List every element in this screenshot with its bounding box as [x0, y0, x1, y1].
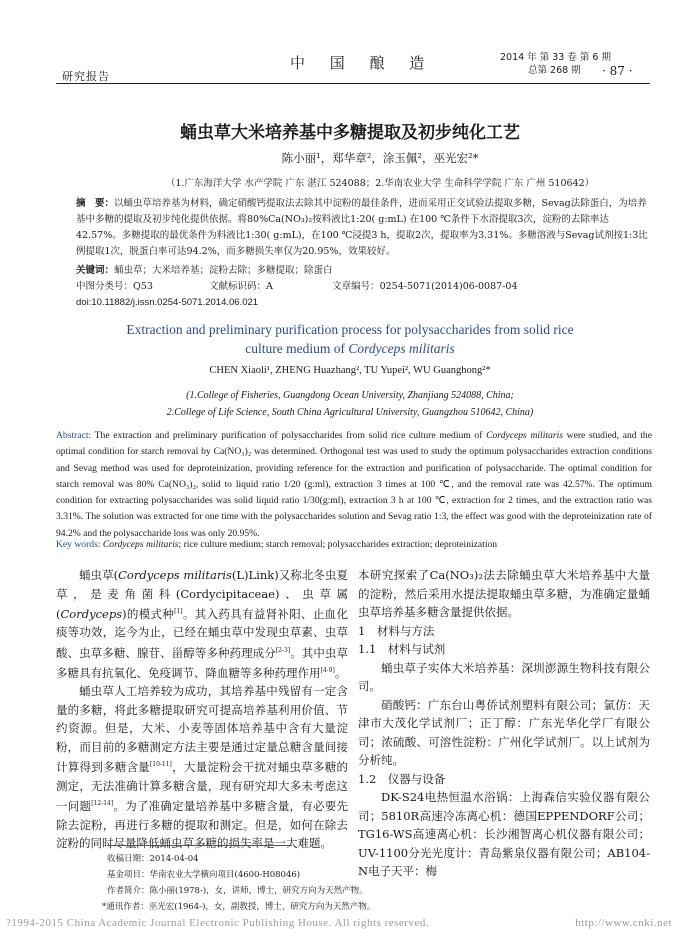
copyright-text: ?1994-2015 China Academic Journal Electronic Publishing House. All rights reserved.: [6, 917, 430, 929]
title-english-line-2-text: culture medium of: [245, 341, 349, 356]
citation: [10-11]: [149, 761, 172, 769]
species-name: Cordyceps militaris: [118, 568, 232, 582]
journal-name: 中 国 酿 造: [290, 54, 435, 72]
abstract-english: [56, 428, 652, 542]
citation: [1]: [174, 608, 183, 615]
title-english: [100, 320, 600, 358]
abstract-english-species: Cordyceps militaris: [486, 430, 563, 441]
citation: [4-9]: [320, 667, 335, 675]
abstract-label: 摘 要：: [76, 198, 115, 209]
body-column-right: [358, 566, 650, 881]
keywords-english-species: Cordyceps militaris: [100, 539, 179, 550]
section-heading: 1 材料与方法: [358, 623, 435, 638]
body-paragraph: [56, 682, 348, 852]
keywords-label: 关键词：: [76, 265, 115, 276]
body-paragraph: DK-S24电热恒温水浴锅：上海森信实验仪器有限公司；5810R高速冷冻离心机：德国EPPENDORF公司；TG16-WS高速离心机：长沙湘智离心机仪器有限公司；UV-1100分光光度计：青岛紫泉仪器有限公司；AB104-N电子天平：梅: [358, 790, 650, 878]
issue-line-2: 总第 268 期: [528, 65, 581, 76]
affiliation-english-2: 2.College of Life Science, South China Agricultural University, Guangzhou 510642, China): [166, 407, 534, 418]
article-number: 文章编号：0254-5071(2014)06-0087-04: [332, 281, 518, 292]
abstract-chinese: [76, 196, 650, 260]
body-paragraph: [56, 566, 348, 682]
footnote-received: 收稿日期：2014-04-04: [107, 854, 199, 864]
text-run: ，大量淀粉会干扰对蛹虫草多糖的测定，无法准确计算多糖含量，现有研究却大多未考虑这一问题: [56, 760, 349, 814]
section-label: 研究报告: [62, 70, 110, 83]
footnote-rule: [107, 845, 292, 846]
authors-english: CHEN Xiaoli¹, ZHENG Huazhang², TU Yupei², WU Guanghong²*: [209, 365, 491, 376]
text-run: 。: [334, 665, 347, 680]
abstract-english-text-1: The extraction and preliminary purification of polysaccharides from solid rice culture medium of: [91, 430, 487, 441]
text-run: 。其中虫草多糖具有抗氧化、免疫调节、降血糖等多种药理作用: [56, 645, 349, 680]
abstract-text: 以蛹虫草培养基为材料，确定硝酸钙提取法去除其中淀粉的最佳条件，进而采用正交试验法提取多糖，Sevag法除蛋白，为培养基中多糖的提取及初步纯化提供依据。将80%Ca(NO₃)₂按料液比1:20( g:mL) 在100 ℃条件下水浴提取3次，淀粉的去除率达42.57%。多糖提取的最优条件为料液比1:30( g:mL)，在100 ℃浸提3 h，提取2次，提取率为3.31%。多糖溶液与Sevag试剂按1:3比例提取1次，脱蛋白率可达94.2%，而多糖损失率仅为20.95%，效果较好。: [76, 198, 648, 257]
subsection-heading: 1.1 材料与试剂: [358, 642, 446, 656]
title-english-line-1: Extraction and preliminary purification process for polysaccharides from solid rice: [126, 322, 574, 337]
genus-name: Cordyceps: [60, 606, 123, 621]
footnote-corresponding: *通讯作者：巫光宏(1964-)，女，副教授，博士，研究方向为天然产物。: [102, 902, 376, 912]
authors-chinese: 陈小丽¹，郑华章²，涂玉佩²，巫光宏²*: [281, 151, 479, 165]
body-paragraph: 本研究探索了Ca(NO₃)₂法去除蛹虫草大米培养基中大量的淀粉，然后采用水提法提取蛹虫草多糖，为准确定量蛹虫草培养基多糖含量提供依据。: [358, 568, 650, 619]
keywords-english-text: ; rice culture medium; starch removal; polysaccharides extraction; deproteinization: [178, 539, 498, 550]
text-run: 蛹虫草人工培养较为成功，其培养基中残留有一定含量的多糖，将此多糖提取研究可提高培养基利用价值、节约资源。但是，大米、小麦等固体培养基中含有大量淀粉，而目前的多糖测定方法主要是通过定量总糖含量间接计算得到多糖含量: [56, 684, 348, 775]
issue-line-1: 2014 年 第 33 卷 第 6 期: [500, 52, 611, 63]
keywords-chinese: [76, 263, 650, 279]
footnote-author: 作者简介：陈小丽(1978-)，女，讲师，博士，研究方向为天然产物。: [107, 886, 368, 896]
abstract-english-text-2: were studied, and the optimal condition for starch removal by Ca(NO₃)₂ was determined. Orthogonal test was used to study the optimum polysaccharides extraction conditions and Sevag method was used for deproteinization, providing reference for the extraction and purification of polysaccharide. The optimal condition for starch removal was 80% Ca(NO₃)₂, solid to liquid ratio 1/20 (g:ml), extraction 3 times at 100 ℃, and the removal rate was 42.57%. The optimum condition for extracting polysaccharides was solid liquid ratio 1/30(g:ml), extraction 3 h at 100 ℃, extraction for 2 times, and the extraction ratio was 3.31%. The solution was extracted for one time with the polysaccharides solution and Sevag ratio 1:3, the effect was good with the deproteinization rate of 94.2% and the polysaccharide loss was only 20.95%.: [56, 430, 652, 539]
body-paragraph: 硝酸钙：广东台山粤侨试剂塑料有限公司；氯仿：天津市大茂化学试剂厂；正丁醇：广东光华化学厂有限公司；浓硫酸、可溶性淀粉：广州化学试剂厂。以上试剂为分析纯。: [358, 697, 650, 767]
copyright-watermark: [6, 917, 696, 929]
affiliation-english-1: (1.College of Fisheries, Guangdong Ocean University, Zhanjiang 524088, China;: [186, 390, 514, 401]
affiliation-english: [0, 387, 700, 421]
citation: [2-3]: [275, 646, 291, 654]
doi: doi:10.11882/j.issn.0254-5071.2014.06.021: [76, 297, 259, 308]
keywords-english-label: Key words:: [56, 539, 101, 550]
affiliation-chinese: （1.广东海洋大学 水产学院 广东 湛江 524088；2.华南农业大学 生命科学学院 广东 广州 510642）: [165, 178, 595, 189]
text-run: )的模式种: [122, 606, 175, 621]
footnotes: [102, 851, 507, 915]
abstract-english-label: Abstract:: [56, 430, 92, 441]
text-run: 。其入药具有益肾补阳、止血化痰等功效，迄今为止，已经在蛹虫草中发现虫草素、虫草酸、虫草多糖、腺苷、甾醇等多种药理成分: [56, 606, 348, 660]
title-chinese: 蛹虫草大米培养基中多糖提取及初步纯化工艺: [180, 123, 520, 143]
keywords-text: 蛹虫草；大米培养基；淀粉去除；多糖提取；除蛋白: [114, 265, 333, 276]
document-code: 文献标识码：A: [209, 281, 273, 292]
body-column-left: [56, 566, 348, 853]
text-run: 。为了准确定量培养基中多糖含量，有必要先除去淀粉，再进行多糖的提取和测定。但是，如何在除去淀粉的同时尽量降低蛹虫草多糖的损失率是一大难题。: [56, 799, 349, 851]
classification-line: [76, 279, 650, 295]
page-number: · 87 ·: [602, 64, 633, 78]
copyright-url: http://www.cnki.net: [575, 917, 672, 929]
citation: [12-14]: [91, 800, 114, 808]
title-english-line-2: [100, 339, 600, 358]
text-run: (L)Link)又称北冬虫夏草，是麦角菌科(Cordycipitaceae)、虫草属(: [56, 568, 348, 621]
subsection-heading: 1.2 仪器与设备: [358, 771, 446, 786]
title-english-species: Cordyceps militaris: [348, 341, 455, 356]
footnote-fund: 基金项目：华南农业大学横向项目(4600-H08046): [107, 870, 301, 880]
body-paragraph: 蛹虫草子实体大米培养基：深圳澎源生物科技有限公司。: [358, 660, 650, 693]
issue-info: [500, 51, 611, 77]
clc-number: 中图分类号：Q53: [76, 281, 153, 292]
text-run: 蛹虫草(: [79, 568, 119, 582]
header-rule: [56, 83, 650, 84]
keywords-english: [56, 539, 652, 550]
